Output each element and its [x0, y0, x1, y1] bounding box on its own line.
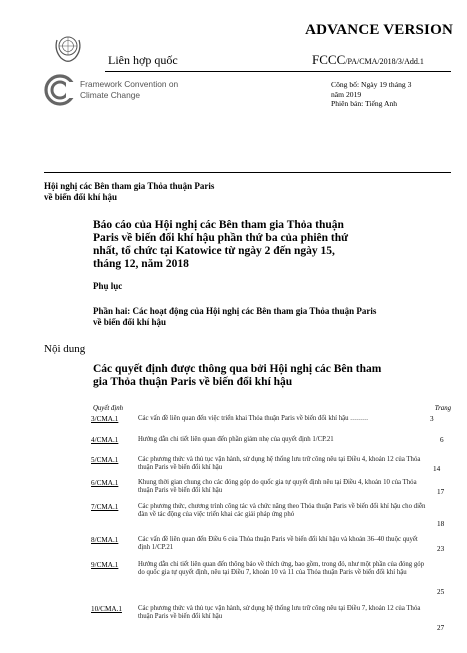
decision-page: 27: [437, 624, 445, 632]
section-rule: [44, 172, 451, 173]
un-emblem-icon: [53, 33, 83, 65]
decision-description: Các phương thức và thủ tục vận hành, sử dụng hệ thống lưu trữ công nêu tại Điều 4, khoản 12 của Thỏa thuận Paris về biến đổi khí hậu: [138, 456, 421, 472]
decision-description: Các phương thức và thủ tục vận hành, sử dụng hệ thống lưu trữ công nêu tại Điều 7, khoản 12 của Thỏa thuận Paris về biến đổi khí hậu: [138, 605, 421, 621]
decision-description: Hướng dẫn chi tiết liên quan đến thông báo về thích ứng, bao gồm, trong đó, như một phần của đóng góp do quốc gia tự quyết định, nêu tại Điều 7, khoản 10 và 11 của Thỏa thuận Paris về biến đổi khí hậu: [138, 561, 425, 577]
document-symbol: FCCC/PA/CMA/2018/3/Add.1: [312, 52, 424, 67]
meta-date-line-2: năm 2019: [331, 89, 362, 99]
decision-description: Khung thời gian chung cho các đóng góp do quốc gia tự quyết định nêu tại Điều 4, khoản 10 của Thỏa thuận Paris về biến đổi khí hậu: [138, 479, 417, 495]
framework-convention-label: [80, 79, 230, 101]
decision-page: 3: [430, 415, 434, 423]
decision-page: 23: [437, 545, 445, 553]
decisions-heading: Các quyết định được thông qua bởi Hội nghị các Bên tham gia Thỏa thuận Paris về biến đổi khí hậu: [93, 363, 382, 388]
header-rule: [105, 71, 451, 72]
body-name-line-2: về biến đổi khí hậu: [44, 192, 118, 202]
decision-page: 18: [437, 520, 445, 528]
unfccc-logo-icon: [44, 74, 76, 106]
decision-link[interactable]: 4/CMA.1: [91, 436, 119, 444]
decision-link[interactable]: 3/CMA.1: [91, 415, 119, 423]
body-name-line-1: Hội nghị các Bên tham gia Thỏa thuận Paris: [44, 181, 215, 191]
framework-line-2: Climate Change: [80, 90, 141, 100]
advance-version-label: ADVANCE VERSION: [305, 22, 453, 38]
framework-line-1: Framework Convention on: [80, 79, 179, 89]
decision-link[interactable]: 9/CMA.1: [91, 561, 119, 569]
decision-page: 14: [433, 465, 441, 473]
distribution-meta: [331, 80, 411, 109]
report-title: Báo cáo của Hội nghị các Bên tham gia Thỏa thuận Paris về biến đổi khí hậu phần thứ ba của phiên thứ nhất, tổ chức tại Katowice từ ngày 2 đến ngày 15, tháng 12, năm 2018: [93, 219, 349, 270]
decision-link[interactable]: 10/CMA.1: [91, 605, 122, 613]
meta-date-line-1: Công bố: Ngày 19 tháng 3: [331, 80, 412, 89]
contents-heading: Nội dung: [44, 343, 86, 355]
column-header-page: Trang: [434, 405, 451, 412]
decision-page: 17: [437, 488, 445, 496]
decision-description: Các phương thức, chương trình công tác và chức năng theo Thỏa thuận Paris về biến đổi khí hậu cho diễn đàn về tác động của việc triển khai các giải pháp ứng phó: [138, 503, 426, 519]
decision-page: 6: [440, 436, 444, 444]
decision-description: Các vấn đề liên quan đến Điều 6 của Thỏa thuận Paris về biến đổi khí hậu và khoản 36–40 thuộc quyết định 1/CP.21: [138, 536, 418, 552]
addendum-label: Phụ lục: [93, 281, 123, 291]
decision-link[interactable]: 6/CMA.1: [91, 479, 119, 487]
decision-description: Hướng dẫn chi tiết liên quan đến phần giảm nhẹ của quyết định 1/CP.21: [138, 436, 334, 443]
conference-body-name: [44, 181, 284, 203]
column-header-decision: Quyết định: [93, 405, 124, 412]
organization-name: Liên hợp quốc: [108, 53, 178, 67]
meta-version: Phiên bản: Tiếng Anh: [331, 99, 398, 109]
decision-link[interactable]: 5/CMA.1: [91, 456, 119, 464]
decision-page: 25: [437, 588, 445, 596]
decision-link[interactable]: 8/CMA.1: [91, 536, 119, 544]
decision-link[interactable]: 7/CMA.1: [91, 503, 119, 511]
decision-description: Các vấn đề liên quan đến việc triển khai Thỏa thuận Paris về biến đổi khí hậu .........: [138, 415, 369, 422]
part-heading: Phần hai: Các hoạt động của Hội nghị các Bên tham gia Thỏa thuận Paris về biến đổi khí hậu: [93, 306, 377, 327]
